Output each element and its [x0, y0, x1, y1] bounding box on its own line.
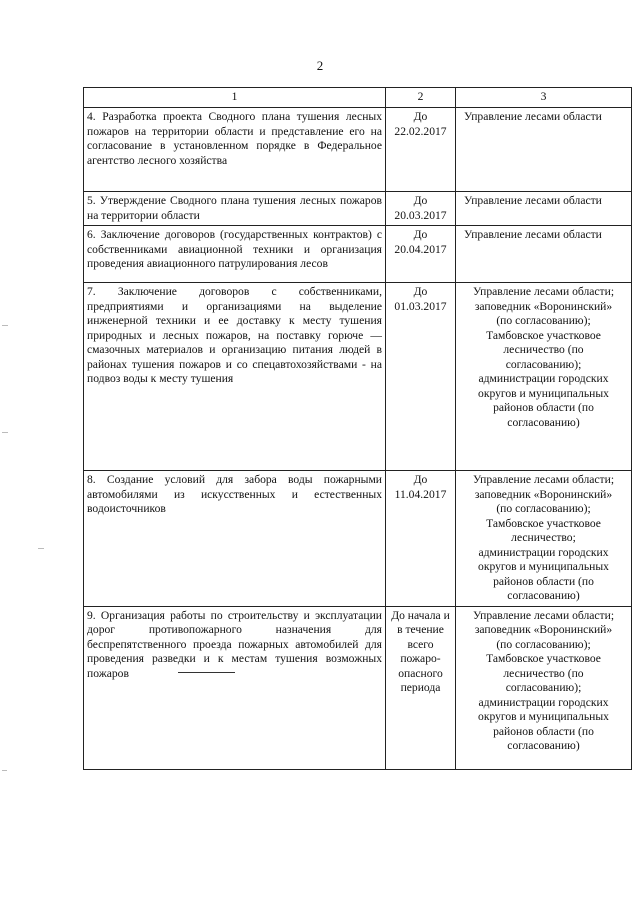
column-header-1: 1 — [84, 88, 386, 108]
table-row — [84, 471, 632, 607]
responsible-line: округов и муниципальных — [478, 386, 609, 400]
responsible-line: согласованию) — [507, 739, 580, 752]
responsible-line: лесничество (по — [503, 343, 584, 356]
responsible-cell — [456, 471, 632, 607]
deadline-cell — [386, 108, 456, 192]
responsible-line: согласованию) — [507, 589, 580, 602]
column-header-3: 3 — [456, 88, 632, 108]
responsible-line: согласованию); — [505, 357, 582, 371]
action-cell: 4. Разработка проекта Сводного плана тушения лесных пожаров на территории области и представление его на согласование в установленном порядке в Федеральное агентство лесного хозяйства — [84, 108, 386, 192]
responsible-cell — [456, 108, 632, 192]
deadline-cell — [386, 283, 456, 471]
action-cell: 5. Утверждение Сводного плана тушения лесных пожаров на территории области — [84, 192, 386, 226]
responsible-line: Тамбовское участковое — [486, 652, 601, 665]
column-header-2: 2 — [386, 88, 456, 108]
deadline-line: До — [413, 228, 428, 241]
deadline-line: 01.03.2017 — [394, 299, 447, 313]
table-row — [84, 283, 632, 471]
deadline-cell — [386, 226, 456, 283]
responsible-line: районов области (по — [493, 401, 594, 414]
deadline-cell — [386, 606, 456, 769]
deadline-line: в течение — [397, 623, 444, 636]
deadline-line: До — [413, 110, 428, 123]
responsible-line: заповедник «Воронинский» — [474, 487, 613, 501]
deadline-line: 11.04.2017 — [394, 487, 447, 501]
header-row — [84, 88, 632, 108]
responsible-cell — [456, 226, 632, 283]
responsible-line: Управление лесами области — [464, 228, 602, 241]
responsible-line: лесничество (по — [503, 666, 584, 680]
deadline-line: До — [413, 194, 428, 207]
responsible-line: заповедник «Воронинский» — [474, 623, 613, 636]
action-cell: 9. Организация работы по строительству и эксплуатации дорог противопожарного назначения для беспрепятственного проезда пожарных автомобилей для проведения разведки и к местам тушения возможных пожаров — [84, 606, 386, 769]
responsible-line: администрации городских — [478, 372, 609, 385]
responsible-line: районов области (по — [493, 574, 594, 588]
responsible-line: администрации городских — [478, 695, 609, 709]
action-cell: 6. Заключение договоров (государственных контрактов) с собственниками авиационной техники и организация проведения авиационного патрулирования лесов — [84, 226, 386, 283]
responsible-line: Управление лесами области — [464, 194, 602, 207]
responsible-line: согласованию) — [507, 415, 580, 429]
responsible-line: согласованию); — [505, 681, 582, 694]
responsible-line: Управление лесами области; — [472, 285, 615, 298]
table-row — [84, 108, 632, 192]
action-cell: 8. Создание условий для забора воды пожарными автомобилями из искусственных и естественных водоисточников — [84, 471, 386, 607]
deadline-line: периода — [400, 681, 441, 694]
responsible-line: (по согласованию); — [496, 637, 591, 651]
responsible-line: (по согласованию); — [496, 314, 591, 327]
deadline-line: 22.02.2017 — [394, 124, 447, 138]
deadline-cell — [386, 471, 456, 607]
responsible-line: лесничество; — [511, 531, 576, 544]
deadline-line: До — [413, 285, 428, 298]
deadline-line: 20.04.2017 — [394, 242, 447, 256]
responsible-cell — [456, 283, 632, 471]
table-row — [84, 606, 632, 769]
responsible-line: администрации городских — [478, 545, 609, 559]
responsible-line: (по согласованию); — [496, 502, 591, 515]
responsible-line: заповедник «Воронинский» — [474, 299, 613, 313]
responsible-line: районов области (по — [493, 724, 594, 738]
responsible-line: Управление лесами области; — [472, 608, 615, 622]
responsible-cell — [456, 192, 632, 226]
responsible-line: Тамбовское участковое — [486, 328, 601, 342]
responsible-line: Управление лесами области — [464, 110, 602, 123]
action-cell: 7. Заключение договоров с собственниками, предприятиями и организациями на выделение инженерной техники и ее доставку к месту тушения природных и лесных пожаров, на поставку горюче — смазочных материалов и организацию питания людей в районах тушения пожаров и со спецавтохозяйствами - на подвоз воды к месту тушения — [84, 283, 386, 471]
table-row — [84, 226, 632, 283]
responsible-line: Управление лесами области; — [472, 473, 615, 486]
measures-table — [83, 87, 632, 770]
deadline-line: опасного — [398, 666, 443, 680]
responsible-line: округов и муниципальных — [478, 710, 609, 723]
page-number: 2 — [316, 58, 324, 73]
deadline-cell — [386, 192, 456, 226]
table-row — [84, 192, 632, 226]
deadline-line: 20.03.2017 — [394, 208, 447, 222]
deadline-line: До — [413, 473, 428, 486]
responsible-cell — [456, 606, 632, 769]
responsible-line: округов и муниципальных — [478, 560, 609, 573]
deadline-line: пожаро- — [400, 652, 441, 665]
deadline-line: всего — [407, 637, 434, 651]
deadline-line: До начала и — [391, 608, 450, 622]
responsible-line: Тамбовское участковое — [486, 516, 601, 530]
